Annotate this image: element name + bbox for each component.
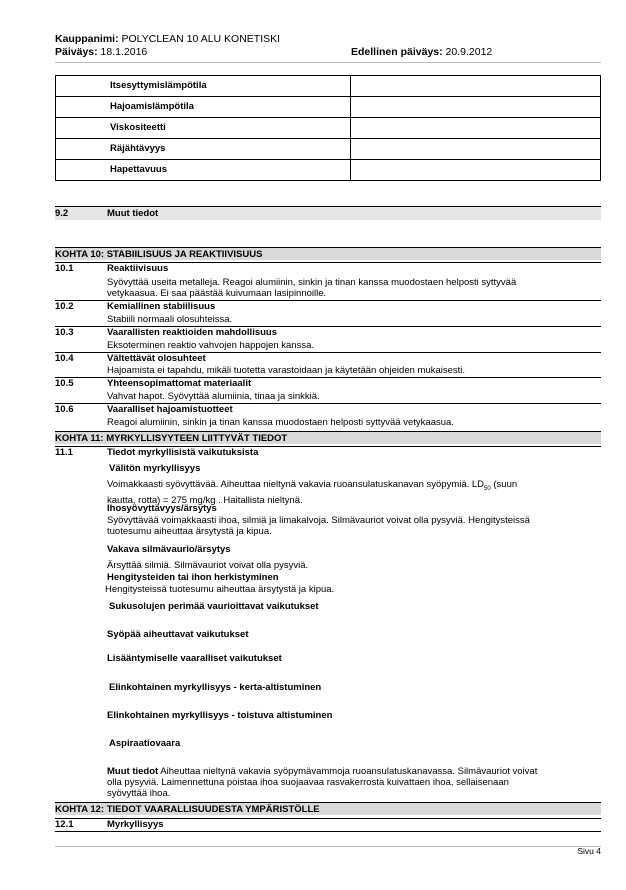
text-10-2: Stabiili normaali olosuhteissa.	[107, 314, 233, 325]
mutagenicity-title: Sukusolujen perimää vaurioittavat vaikutukset	[109, 601, 319, 612]
carcinogenicity-title: Syöpää aiheuttavat vaikutukset	[107, 629, 249, 640]
section-11-heading: KOHTA 11: MYRKYLLISYYTEEN LIITTYVÄT TIEDOT	[55, 431, 601, 444]
skin-corrosion-title: Ihosyövyttävyys/ärsytys	[107, 503, 217, 514]
footer-rule	[55, 846, 601, 847]
subsection-10-3: 10.3 Vaarallisten reaktioiden mahdollisuus	[55, 326, 601, 338]
table-row: Viskositeetti	[56, 118, 601, 139]
subsection-10-6: 10.6 Vaaralliset hajoamistuotteet	[55, 403, 601, 415]
sensitisation-title: Hengitysteiden tai ihon herkistyminen	[107, 572, 279, 583]
product-line: Kauppanimi: POLYCLEAN 10 ALU KONETISKI	[55, 33, 281, 45]
eye-damage-text: Ärsyttää silmiä. Silmävauriot voivat olla pysyviä.	[107, 560, 309, 571]
subsection-12-1: 12.1 Myrkyllisyys	[55, 818, 601, 832]
skin-corrosion-text: Syövyttävää voimakkaasti ihoa, silmiä ja limakalvoja. Silmävauriot voivat olla pysyviä. Hengitysteissä tuotesumu aiheuttaa ärsytystä ja kipua.	[107, 515, 530, 537]
table-row: Hajoamislämpötila	[56, 97, 601, 118]
date-line: Päiväys: 18.1.2016 Edellinen päiväys: 20.9.2012	[55, 46, 493, 58]
table-row: Hapettavuus	[56, 160, 601, 181]
text-10-6: Reagoi alumiinin, sinkin ja tinan kanssa muodostaen helposti syttyvää vetykaasua.	[107, 417, 454, 428]
section-10-heading: KOHTA 10: STABIILISUUS JA REAKTIIVISUUS	[55, 247, 601, 260]
text-10-3: Eksoterminen reaktio vahvojen happojen kanssa.	[107, 340, 315, 351]
subsection-11-1: 11.1 Tiedot myrkyllisistä vaikutuksista	[55, 446, 601, 458]
properties-table	[55, 75, 601, 181]
header-rule	[55, 62, 601, 63]
text-10-1: Syövyttää useita metalleja. Reagoi alumiinin, sinkin ja tinan kanssa muodostaen helposti syttyvää vetykaasua. Ei saa päästää kuivumaan lasipinnoille.	[107, 277, 517, 299]
text-10-5: Vahvat hapot. Syövyttää alumiinia, tinaa ja sinkkiä.	[107, 391, 320, 402]
header	[55, 33, 601, 59]
table-row: Räjähtävyys	[56, 139, 601, 160]
aspiration-title: Aspiraatiovaara	[109, 738, 181, 749]
subsection-10-5: 10.5 Yhteensopimattomat materiaalit	[55, 377, 601, 389]
table-row: Itsesyttymislämpötila	[56, 76, 601, 97]
eye-damage-title: Vakava silmävaurio/ärsytys	[107, 544, 231, 555]
stot-single-title: Elinkohtainen myrkyllisyys - kerta-altistuminen	[109, 682, 322, 693]
section-9-2: 9.2 Muut tiedot	[55, 206, 601, 220]
previous-date: Edellinen päiväys: 20.9.2012	[351, 46, 493, 58]
section-12-heading: KOHTA 12: TIEDOT VAARALLISUUDESTA YMPÄRISTÖLLE	[55, 802, 601, 815]
subsection-10-1: 10.1 Reaktiivisuus	[55, 262, 601, 274]
page-number: Sivu 4	[577, 846, 601, 856]
subsection-10-2: 10.2 Kemiallinen stabiilisuus	[55, 300, 601, 312]
stot-repeated-title: Elinkohtainen myrkyllisyys - toistuva altistuminen	[107, 710, 333, 721]
other-info-text: Muut tiedot Aiheuttaa nieltynä vakavia syöpymävammoja ruoansulatuskanavassa. Silmävauriot voivat olla pysyviä. Laimennettuna poistaa ihoa suojaavaa rasvakerrosta kuivattaen ihoa, sellaisenaan syövyttää ihoa.	[107, 766, 538, 799]
acute-toxicity-title: Välitön myrkyllisyys	[109, 463, 201, 474]
sensitisation-text: Hengitysteissä tuotesumu aiheuttaa ärsytystä ja kipua.	[105, 584, 335, 595]
acute-toxicity-text: Voimakkaasti syövyttävää. Aiheuttaa nieltynä vakavia ruoansulatuskanavan syöpymiä. $LD_{50}$ (suun kautta, rotta) = 275 mg/kg . Haitallista nieltynä.	[107, 479, 518, 506]
reproductive-toxicity-title: Lisääntymiselle vaaralliset vaikutukset	[107, 653, 282, 664]
subsection-10-4: 10.4 Vältettävät olosuhteet	[55, 352, 601, 364]
text-10-4: Hajoamista ei tapahdu, mikäli tuotetta varastoidaan ja käytetään ohjeiden mukaisesti.	[107, 365, 466, 376]
